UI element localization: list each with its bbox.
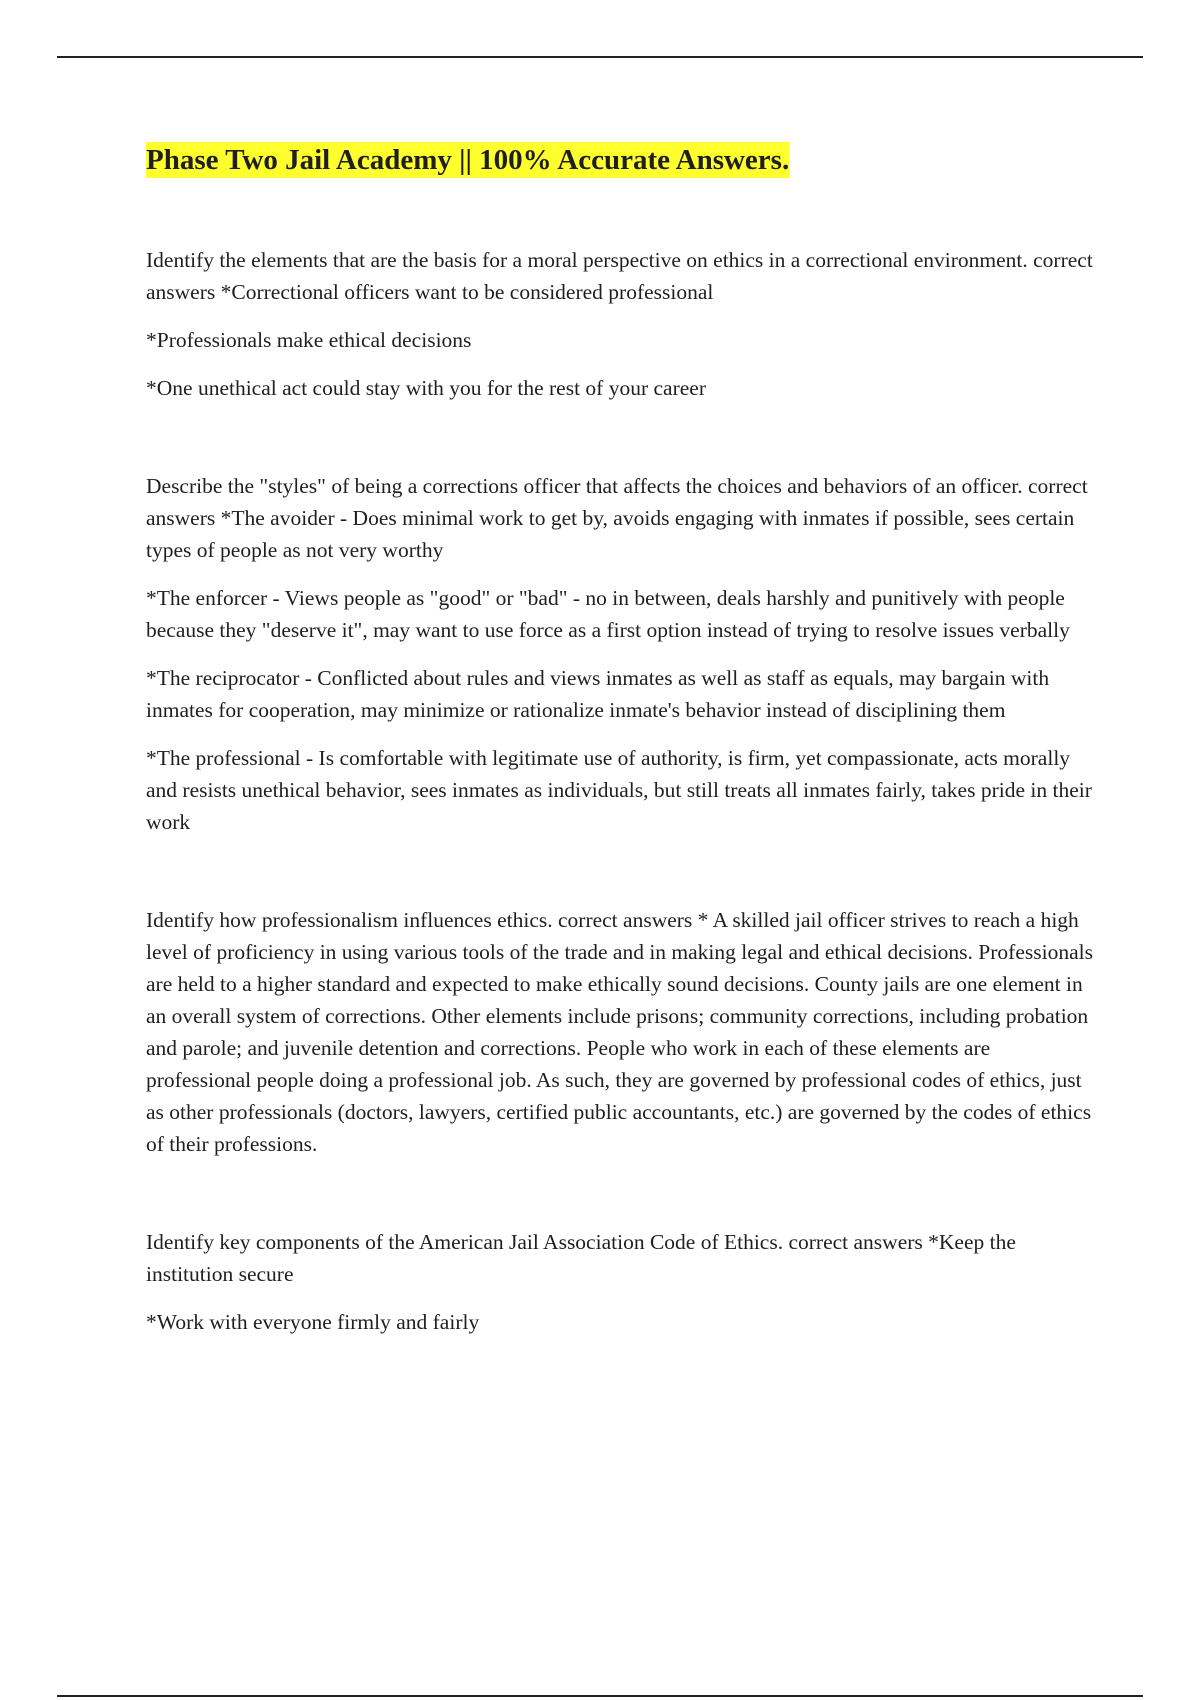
question-paragraph: Identify key components of the American Jail Association Code of Ethics. correct answers *Keep the institution secure <box>146 1230 1016 1286</box>
question-paragraph: Identify how professionalism influences ethics. correct answers * A skilled jail officer strives to reach a high level of proficiency in using various tools of the trade and in making legal and ethical decisions. Professionals are held to a higher standard and expected to make ethically sound decisions. County jails are one element in an overall system of corrections. Other elements include prisons; community corrections, including probation and parole; and juvenile detention and corrections. People who work in each of these elements are professional people doing a professional job. As such, they are governed by professional codes of ethics, just as other professionals (doctors, lawyers, certified public accountants, etc.) are governed by the codes of ethics of their professions. <box>146 908 1093 1156</box>
title-highlight: Phase Two Jail Academy || 100% Accurate Answers. <box>146 144 790 176</box>
question-paragraph: Identify the elements that are the basis for a moral perspective on ethics in a correctional environment. correct answers *Correctional officers want to be considered professional <box>146 248 1093 304</box>
qa-section <box>146 244 1096 404</box>
qa-section <box>146 470 1096 838</box>
answer-paragraph: *One unethical act could stay with you for the rest of your career <box>146 376 706 400</box>
header-rule <box>57 56 1143 58</box>
answer-paragraph: *The reciprocator - Conflicted about rules and views inmates as well as staff as equals, may bargain with inmates for cooperation, may minimize or rationalize inmate's behavior instead of disciplining them <box>146 666 1050 722</box>
document-body <box>146 140 1096 1404</box>
document-title <box>146 140 1096 180</box>
question-paragraph: Describe the "styles" of being a corrections officer that affects the choices and behaviors of an officer. correct answers *The avoider - Does minimal work to get by, avoids engaging with inmates if possible, sees certain types of people as not very worthy <box>146 474 1088 562</box>
answer-paragraph: *The enforcer - Views people as "good" or "bad" - no in between, deals harshly and punitively with people because they "deserve it", may want to use force as a first option instead of trying to resolve issues verbally <box>146 586 1070 642</box>
footer-rule <box>57 1695 1143 1697</box>
answer-paragraph: *Professionals make ethical decisions <box>146 328 472 352</box>
qa-section <box>146 1226 1096 1338</box>
answer-paragraph: *The professional - Is comfortable with legitimate use of authority, is firm, yet compassionate, acts morally and resists unethical behavior, sees inmates as individuals, but still treats all inmates fairly, takes pride in their work <box>146 746 1092 834</box>
answer-paragraph: *Work with everyone firmly and fairly <box>146 1310 480 1334</box>
qa-section <box>146 904 1096 1160</box>
